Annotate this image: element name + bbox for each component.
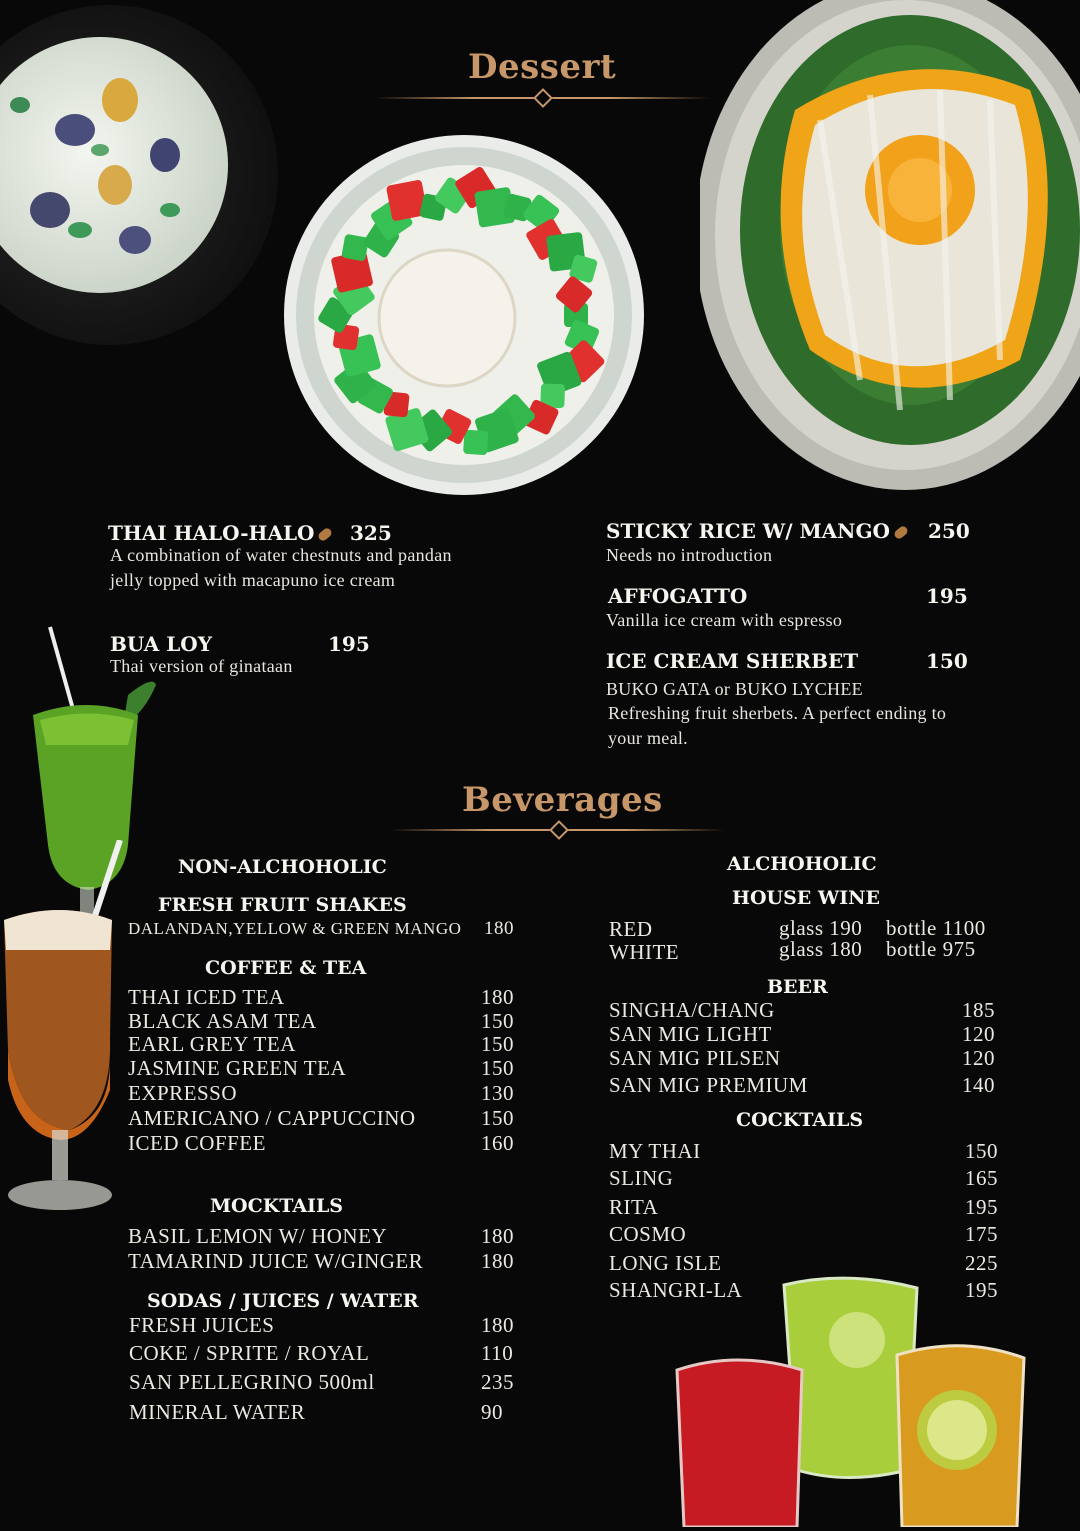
- beer-item-name: SAN MIG LIGHT: [609, 1022, 772, 1046]
- house-wine-heading: HOUSE WINE: [732, 887, 880, 909]
- wine-glass-price: glass 190: [779, 916, 863, 940]
- mocktail-item-price: 180: [481, 1224, 514, 1248]
- cocktail-item-name: LONG ISLE: [609, 1251, 722, 1275]
- peanut-icon: [893, 525, 910, 541]
- cocktail-item-name: SHANGRI-LA: [609, 1278, 743, 1302]
- coffee-tea-item-price: 180: [481, 985, 514, 1009]
- alcoholic-heading: ALCHOHOLIC: [727, 853, 877, 875]
- soda-item-price: 235: [481, 1370, 514, 1394]
- shakes-heading: FRESH FRUIT SHAKES: [158, 894, 407, 916]
- dessert-item-name: BUA LOY: [110, 632, 212, 656]
- coffee-tea-item-name: EARL GREY TEA: [128, 1032, 296, 1056]
- cocktail-item-price: 175: [965, 1222, 998, 1246]
- beer-item-name: SAN MIG PILSEN: [609, 1046, 781, 1070]
- beer-heading: BEER: [767, 976, 828, 998]
- cocktail-item-name: COSMO: [609, 1222, 687, 1246]
- wine-bottle-price: bottle 1100: [886, 916, 986, 940]
- dessert-item-desc: BUKO GATA or BUKO LYCHEE: [606, 679, 863, 699]
- soda-item-name: SAN PELLEGRINO 500ml: [129, 1370, 375, 1394]
- wine-bottle-price: bottle 975: [886, 937, 976, 961]
- cocktail-item-name: MY THAI: [609, 1139, 701, 1163]
- dessert-item-name: ICE CREAM SHERBET: [606, 649, 859, 673]
- cocktail-item-name: RITA: [609, 1195, 659, 1219]
- dessert-item-price: 195: [328, 632, 370, 656]
- jelly-cube: [463, 430, 489, 456]
- coffee-tea-item-price: 130: [481, 1081, 514, 1105]
- dessert-item-desc: Vanilla ice cream with espresso: [606, 610, 843, 630]
- coffee-tea-item-price: 150: [481, 1106, 514, 1130]
- coffee-tea-item-name: BLACK ASAM TEA: [128, 1009, 317, 1033]
- coffee-tea-item-name: JASMINE GREEN TEA: [128, 1056, 347, 1080]
- bua-loy-photo: [0, 0, 280, 345]
- mango-sticky-rice-photo: [700, 0, 1080, 495]
- beer-item-price: 185: [962, 998, 995, 1022]
- jelly-cube: [341, 234, 369, 262]
- coffee-tea-item-name: AMERICANO / CAPPUCCINO: [128, 1106, 416, 1130]
- cocktail-item-price: 225: [965, 1251, 998, 1275]
- coffee-tea-item-name: EXPRESSO: [128, 1081, 238, 1105]
- dessert-title: Dessert: [468, 47, 617, 87]
- dessert-item-price: 150: [926, 649, 968, 673]
- coffee-tea-item-price: 150: [481, 1009, 514, 1033]
- coffee-tea-item-price: 150: [481, 1032, 514, 1056]
- shake-item: DALANDAN,YELLOW & GREEN MANGO: [128, 919, 462, 938]
- soda-item-name: COKE / SPRITE / ROYAL: [129, 1341, 370, 1365]
- dessert-item-desc: Refreshing fruit sherbets. A perfect ending to your meal.: [608, 703, 947, 748]
- dessert-item-price: 325: [350, 521, 392, 545]
- wine-name: RED: [609, 917, 653, 941]
- cocktail-item-price: 150: [965, 1139, 998, 1163]
- soda-item-price: 110: [481, 1341, 514, 1365]
- cocktail-item-price: 195: [965, 1195, 998, 1219]
- iced-tea-photo: [0, 840, 145, 1225]
- beer-item-price: 140: [962, 1073, 995, 1097]
- coffee-tea-item-price: 160: [481, 1131, 514, 1155]
- dessert-item-name: AFFOGATTO: [608, 584, 748, 608]
- coffee-tea-item-name: THAI ICED TEA: [128, 985, 285, 1009]
- coffee-tea-item-price: 150: [481, 1056, 514, 1080]
- mocktails-heading: MOCKTAILS: [210, 1195, 344, 1217]
- beer-item-name: SINGHA/CHANG: [609, 998, 775, 1022]
- dessert-item-name: THAI HALO-HALO: [108, 521, 334, 545]
- wine-name: WHITE: [609, 940, 680, 964]
- beverages-title: Beverages: [462, 780, 663, 820]
- wine-glass-price: glass 180: [779, 937, 863, 961]
- cocktail-item-name: SLING: [609, 1166, 674, 1190]
- dessert-item-desc: Needs no introduction: [606, 545, 773, 565]
- shake-price: 180: [484, 918, 514, 939]
- mocktail-item-name: TAMARIND JUICE W/GINGER: [128, 1249, 424, 1273]
- soda-item-name: MINERAL WATER: [129, 1400, 306, 1424]
- dessert-item-desc: Thai version of ginataan: [110, 656, 293, 676]
- non-alcoholic-heading: NON-ALCHOHOLIC: [178, 856, 387, 878]
- mocktail-item-price: 180: [481, 1249, 514, 1273]
- dessert-rule-ornament: [533, 88, 553, 108]
- dessert-item-desc: A combination of water chestnuts and pandan jelly topped with macapuno ice cream: [110, 545, 452, 590]
- beverages-rule-ornament: [549, 820, 569, 840]
- cocktail-item-price: 165: [965, 1166, 998, 1190]
- peanut-icon: [317, 527, 334, 543]
- cocktail-item-price: 195: [965, 1278, 998, 1302]
- soda-item-name: FRESH JUICES: [129, 1313, 275, 1337]
- dessert-item-price: 195: [926, 584, 968, 608]
- beer-item-price: 120: [962, 1046, 995, 1070]
- coffee-tea-heading: COFFEE & TEA: [205, 957, 367, 979]
- sodas-heading: SODAS / JUICES / WATER: [147, 1290, 419, 1312]
- mocktail-item-name: BASIL LEMON W/ HONEY: [128, 1224, 388, 1248]
- soda-item-price: 90: [481, 1400, 503, 1424]
- cocktails-photo: [672, 1270, 1032, 1527]
- cocktails-heading: COCKTAILS: [736, 1109, 864, 1131]
- beer-item-name: SAN MIG PREMIUM: [609, 1073, 808, 1097]
- beer-item-price: 120: [962, 1022, 995, 1046]
- dessert-item-name: STICKY RICE W/ MANGO: [606, 519, 910, 543]
- soda-item-price: 180: [481, 1313, 514, 1337]
- coffee-tea-item-name: ICED COFFEE: [128, 1131, 266, 1155]
- halo-halo-photo: [282, 133, 647, 498]
- dessert-item-price: 250: [928, 519, 970, 543]
